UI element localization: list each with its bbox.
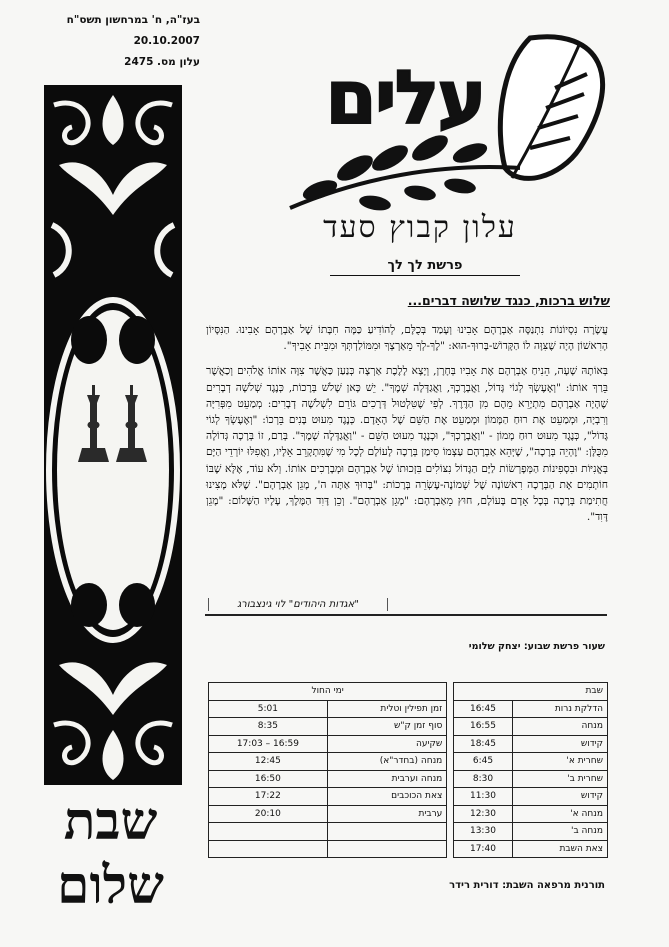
- logo-wordmark: עלים: [325, 55, 485, 141]
- table-row: [209, 823, 608, 841]
- table-cell: [209, 840, 328, 858]
- header-shabbat: שבת: [454, 683, 608, 701]
- table-cell: קידוש: [512, 735, 607, 753]
- article-body: [206, 322, 608, 534]
- table-cell: 16:59 – 17:03: [209, 735, 328, 753]
- table-cell: 8:30: [454, 770, 512, 788]
- article-source: "אגדות היהודים" לוי גינצבורג: [208, 598, 388, 611]
- table-cell: מנחה: [512, 718, 607, 736]
- table-cell: 16:50: [209, 770, 328, 788]
- shiur-notice: שעור פרשת שבוע: יצחק שלומי: [468, 641, 605, 652]
- table-cell: [327, 823, 447, 841]
- table-cell: [209, 823, 328, 841]
- table-cell: 12:30: [454, 805, 512, 823]
- table-cell: 20:10: [209, 805, 328, 823]
- table-cell: מנחה ב': [512, 823, 607, 841]
- table-cell: מנחה א': [512, 805, 607, 823]
- table-cell: 17:22: [209, 788, 328, 806]
- issue-header: [22, 10, 200, 73]
- parasha-title: פרשת לך לך: [330, 258, 520, 276]
- article-paragraph: עֲשָׂרָה נִסְיוֹנוֹת נִתְנַסָּה אַבְרָהָם אָבִינוּ וְעָמַד בְּכֻלָּם, לְהוֹדִיעַ כַּמָּה חִבָּתוֹ שֶׁל אַבְרָהָם אָבִינוּ. הַנִּסָּיוֹן הָרִאשׁוֹן הָיָה שֶׁצִּוָּה לוֹ הַקָּדוֹשׁ-בָּרוּךְ-הוּא: "לֶךְ-לְךָ מֵאַרְצְךָ וּמִמּוֹלַדְתְּךָ וּמִבֵּית אָבִיךָ".: [206, 324, 608, 353]
- table-cell: צאת הכוכבים: [327, 788, 447, 806]
- divider: [205, 614, 607, 616]
- table-cell: שחרית ב': [512, 770, 607, 788]
- date-hebrew: בעז"ה, ח' במרחשון תשס"ח: [66, 14, 200, 26]
- table-row: [209, 770, 608, 788]
- greeting-line-1: שבת: [63, 791, 158, 852]
- header-weekdays: ימי החול: [209, 683, 447, 701]
- table-header-row: [209, 683, 608, 701]
- table-cell: 5:01: [209, 700, 328, 718]
- table-cell: צאת השבת: [512, 840, 607, 858]
- table-row: [209, 788, 608, 806]
- table-row: [209, 840, 608, 858]
- table-cell: קידוש: [512, 788, 607, 806]
- prayer-times-table: [208, 682, 608, 858]
- footer-notice: תורנית מרפאה השבת: דורית רידר: [449, 880, 605, 891]
- table-cell: 11:30: [454, 788, 512, 806]
- date-gregorian: 20.10.2007: [133, 35, 200, 47]
- table-cell: 13:30: [454, 823, 512, 841]
- article-paragraph: בְּאוֹתָהּ שָׁעָה, הֵנִיחַ אַבְרָהָם אֶת אָבִיו בְּחָרָן, וְיָצָא לָלֶכֶת אַרְצָה כְּנַעַן כַּאֲשֶׁר צִוָּה אוֹתוֹ אֱלֹהִים וְכַאֲשֶׁר בֵּרַךְ אוֹתוֹ: "וְאֶעֶשְׂךָ לְגוֹי גָּדוֹל, וַאֲבָרֶכְךָ, וַאֲגַדְּלָה שְׁמֶךָ". יֵשׁ כָּאן שָׁלֹשׁ בְּרָכוֹת, כְּנֶגֶד שְׁלֹשָׁה דְבָרִים שֶׁהָיָה אַבְרָהָם מִתְיָרֵא מֵהֶם מִן הַדֶּרֶךְ. לְפִי שֶׁטִּלְטוּל דְּרָכִים גּוֹרֵם לִשְׁלֹשָׁה דְבָרִים: מְמַעֵט מִפְּרִיָּה וְרִבְיָה, וּמְמַעֵט אֶת רוּחַ הַמָּמוֹן וּמְמַעֵט אֶת הַשֵּׁם שֶׁל הָאָדָם. כְּנֶגֶד מִעוּט בָּנִים בֵּרְכוֹ: "וְאֶעֶשְׂךָ לְגוֹי גָּדוֹל", כְּנֶגֶד מִעוּט רוּחַ מָמוֹן - "וַאֲבָרֶכְךָ", וּכְנֶגֶד מִעוּט הַשֵּׁם - "וַאֲגַדְּלָה שְׁמֶךָ". בְּרַם, זוֹ בְּרָכָה גְּדוֹלָה מִכֻּלָּן: "וֶהְיֵה בְּרָכָה", שֶׁיְּהֵא אַבְרָהָם עַצְמוֹ סִימַן בְּרָכָה לָעוֹלָם לְכָל מִי שֶׁמִּתְקָרֵב אֵלָיו, וַאֲפִלּוּ יוֹרְדֵי הַיָּם בְּאֳנִיּוֹת וּבִסְפִינוֹת הַמְּפָרְשׂוֹת לַיָּם הַגָּדוֹל נִצּוֹלִים בִּזְכוּתוֹ שֶׁל אַבְרָהָם וּמְבָרְכִים אוֹתוֹ. וְלֹא עוֹד, אֶלָּא שֶׁבּוֹ חוֹתְמִים אֶת הַבְּרָכָה רִאשׁוֹנָה שֶׁל שְׁמוֹנֶה-עֶשְׂרֵה בְּרָכוֹת: "בָּרוּךְ אַתָּה ה', מָגֵן אַבְרָהָם". שֶׁלֹּא מָצִינוּ חֲתִימַת בְּרָכָה בְּכָל אָדָם בָּעוֹלָם, חוּץ מֵאַבְרָהָם: "מָגֵן אַבְרָהָם". וְכֵן דָּוִד הַמֶּלֶךְ, עָלָיו הַשָּׁלוֹם: "מָגֵן דָּוִד".: [206, 365, 608, 524]
- table-cell: סוף זמן ק"ש: [327, 718, 447, 736]
- table-row: [209, 718, 608, 736]
- greeting-line-2: שלום: [57, 855, 164, 916]
- table-cell: 18:45: [454, 735, 512, 753]
- shabbat-shalom-greeting: [28, 790, 193, 918]
- issue-number: עלון מס. 2475: [124, 56, 200, 68]
- table-cell: שקיעה: [327, 735, 447, 753]
- table-cell: מנחה וערבית: [327, 770, 447, 788]
- table-cell: 6:45: [454, 753, 512, 771]
- table-cell: שחרית א': [512, 753, 607, 771]
- table-cell: הדלקת נרות: [512, 700, 607, 718]
- article-title: שלוש ברכות, כנגד שלושה דברים...: [407, 293, 610, 308]
- table-cell: [327, 840, 447, 858]
- newsletter-logo: [280, 18, 630, 218]
- table-cell: 17:40: [454, 840, 512, 858]
- table-cell: 16:45: [454, 700, 512, 718]
- ornament-pattern-icon: [44, 85, 182, 785]
- newsletter-subtitle: עלון קבוץ סעד: [323, 210, 517, 245]
- table-cell: 12:45: [209, 753, 328, 771]
- table-cell: 8:35: [209, 718, 328, 736]
- table-cell: מנחה (בחדר"א): [327, 753, 447, 771]
- table-row: [209, 700, 608, 718]
- table-row: [209, 805, 608, 823]
- table-cell: ערבית: [327, 805, 447, 823]
- table-cell: זמן תפילין וטלית: [327, 700, 447, 718]
- table-cell: 16:55: [454, 718, 512, 736]
- decorative-column: [44, 85, 182, 785]
- table-row: [209, 753, 608, 771]
- table-row: [209, 735, 608, 753]
